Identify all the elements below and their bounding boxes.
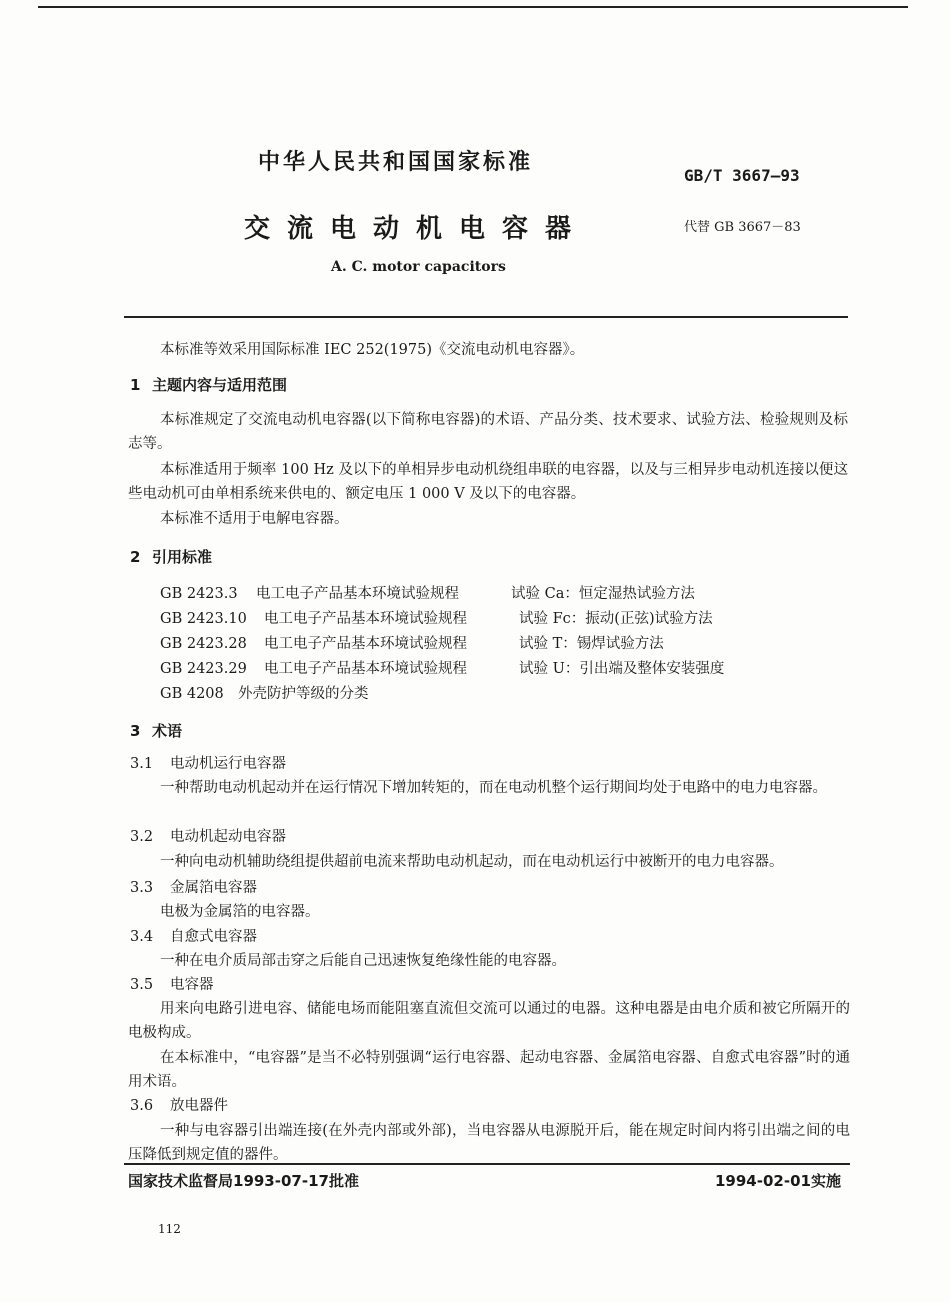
term-heading xyxy=(130,925,257,949)
term-heading xyxy=(130,825,286,849)
term-definition: 一种向电动机辅助绕组提供超前电流来帮助电动机起动，而在电动机运行中被断开的电力电容器。 xyxy=(160,854,784,870)
term-definition: 在本标准中，“电容器”是当不必特别强调“运行电容器、起动电容器、金属箔电容器、自愈式电容器”时的通用术语。 xyxy=(128,1050,850,1090)
effective-date: 1994-02-01实施 xyxy=(715,1172,841,1190)
term-name: 金属箔电容器 xyxy=(170,880,257,896)
section-1-paragraph: 本标准适用于频率 100 Hz 及以下的单相异步电动机绕组串联的电容器，以及与三相异步电动机连接以便这些电动机可由单相系统来供电的、额定电压 1 000 V 及以下的电容器。 xyxy=(128,462,848,502)
reference-test: 试验 T：锡焊试验方法 xyxy=(519,636,664,652)
reference-code: GB 2423.3 xyxy=(160,586,238,602)
reference-row xyxy=(160,582,695,603)
section-number: 3 xyxy=(130,722,141,740)
reference-code: GB 4208 xyxy=(160,686,224,702)
adoption-note: 本标准等效采用国际标准 IEC 252(1975)《交流电动机电容器》。 xyxy=(160,342,585,358)
reference-row xyxy=(160,682,369,703)
reference-name: 电工电子产品基本环境试验规程 xyxy=(264,611,467,627)
english-title: A. C. motor capacitors xyxy=(331,259,506,275)
section-title: 术语 xyxy=(152,722,183,740)
term-name: 电容器 xyxy=(170,977,214,993)
reference-name: 电工电子产品基本环境试验规程 xyxy=(256,586,459,602)
term-heading xyxy=(130,876,257,900)
reference-name: 外壳防护等级的分类 xyxy=(238,686,369,702)
page-number: 112 xyxy=(158,1222,181,1236)
reference-code: GB 2423.10 xyxy=(160,611,247,627)
replaces-note: 代替 GB 3667－83 xyxy=(684,220,801,235)
section-1-heading xyxy=(130,374,287,395)
term-definition: 一种与电容器引出端连接(在外壳内部或外部)，当电容器从电源脱开后，能在规定时间内将引出端之间的电压降低到规定值的器件。 xyxy=(128,1123,850,1163)
section-title: 引用标准 xyxy=(152,548,213,566)
standard-code: GB/T 3667—93 xyxy=(684,166,800,185)
top-border-line xyxy=(38,6,908,8)
section-2-heading xyxy=(130,546,212,567)
section-number: 1 xyxy=(130,376,141,394)
term-heading xyxy=(130,1094,228,1118)
section-title: 主题内容与适用范围 xyxy=(152,376,288,394)
term-number: 3.2 xyxy=(130,829,154,845)
section-number: 2 xyxy=(130,548,141,566)
reference-code: GB 2423.29 xyxy=(160,661,247,677)
term-name: 电动机起动电容器 xyxy=(170,829,286,845)
reference-row xyxy=(160,657,724,678)
national-standard-label: 中华人民共和国国家标准 xyxy=(258,150,534,175)
term-heading xyxy=(130,973,214,997)
term-name: 放电器件 xyxy=(170,1098,228,1114)
term-number: 3.3 xyxy=(130,880,154,896)
reference-code: GB 2423.28 xyxy=(160,636,247,652)
term-name: 自愈式电容器 xyxy=(170,929,257,945)
term-heading xyxy=(130,752,286,776)
reference-row xyxy=(160,607,713,628)
reference-name: 电工电子产品基本环境试验规程 xyxy=(264,636,467,652)
reference-test: 试验 U：引出端及整体安装强度 xyxy=(519,661,725,677)
term-name: 电动机运行电容器 xyxy=(170,756,286,772)
document-title: 交流电动机电容器 xyxy=(244,214,589,244)
reference-test: 试验 Fc：振动(正弦)试验方法 xyxy=(519,611,713,627)
section-1-paragraph: 本标准规定了交流电动机电容器(以下简称电容器)的术语、产品分类、技术要求、试验方法、检验规则及标志等。 xyxy=(128,412,848,452)
approval-line: 国家技术监督局1993-07-17批准 xyxy=(128,1172,359,1190)
term-definition: 电极为金属箔的电容器。 xyxy=(160,904,320,920)
header-divider xyxy=(124,316,848,318)
term-number: 3.6 xyxy=(130,1098,154,1114)
reference-test: 试验 Ca：恒定湿热试验方法 xyxy=(511,586,695,602)
term-number: 3.1 xyxy=(130,756,154,772)
term-definition: 用来向电路引进电容、储能电场而能阻塞直流但交流可以通过的电器。这种电器是由电介质和被它所隔开的电极构成。 xyxy=(128,1001,850,1041)
reference-row xyxy=(160,632,664,653)
term-definition: 一种在电介质局部击穿之后能自己迅速恢复绝缘性能的电容器。 xyxy=(160,953,566,969)
term-number: 3.5 xyxy=(130,977,154,993)
term-definition: 一种帮助电动机起动并在运行情况下增加转矩的，而在电动机整个运行期间均处于电路中的电力电容器。 xyxy=(160,780,827,796)
reference-name: 电工电子产品基本环境试验规程 xyxy=(264,661,467,677)
section-1-paragraph: 本标准不适用于电解电容器。 xyxy=(160,511,349,527)
footer-divider xyxy=(124,1163,850,1165)
section-3-heading xyxy=(130,720,182,741)
term-number: 3.4 xyxy=(130,929,154,945)
